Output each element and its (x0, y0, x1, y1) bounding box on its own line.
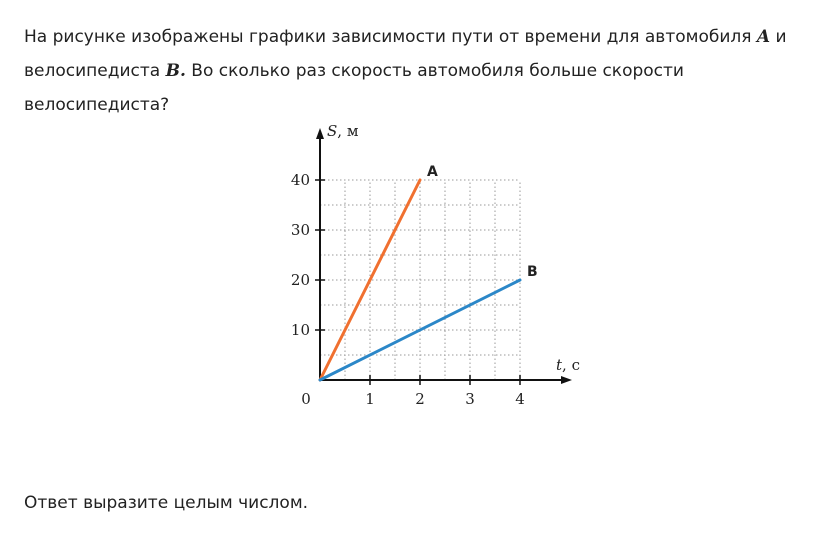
y-tick-label: 30 (290, 221, 310, 239)
x-tick-label: 1 (365, 390, 375, 408)
origin-label: 0 (301, 390, 311, 408)
y-axis-arrow-icon (316, 128, 324, 139)
x-tick-label: 4 (515, 390, 525, 408)
x-tick-label: 3 (465, 390, 475, 408)
x-axis-arrow-icon (561, 376, 572, 384)
chart-axes (316, 128, 572, 384)
chart-labels (301, 122, 580, 408)
series-label-a: A (427, 164, 438, 180)
x-axis-label (556, 356, 580, 374)
variable-b: B. (165, 61, 186, 81)
y-tick-label: 40 (290, 171, 310, 189)
x-axis-variable: t (556, 356, 563, 374)
y-tick-label: 10 (290, 321, 310, 339)
x-tick-label: 2 (415, 390, 425, 408)
chart-grid (320, 180, 520, 380)
question-part-3: Во сколько раз скорость автомобиля больше скорости велосипедиста? (24, 61, 684, 115)
x-axis-unit: , с (562, 356, 580, 374)
answer-instruction: Ответ выразите целым числом. (24, 493, 309, 513)
y-axis-label (327, 122, 359, 140)
distance-time-chart (270, 115, 590, 425)
question-part-2: и велосипедиста (24, 27, 787, 81)
y-axis-variable: S (327, 122, 338, 140)
question-text (24, 20, 824, 122)
series-label-b: B (527, 264, 538, 280)
variable-a: A (756, 27, 771, 47)
question-part-1: На рисунке изображены графики зависимости пути от времени для автомобиля (24, 27, 757, 47)
y-tick-label: 20 (290, 271, 310, 289)
y-axis-unit: , м (337, 122, 359, 140)
